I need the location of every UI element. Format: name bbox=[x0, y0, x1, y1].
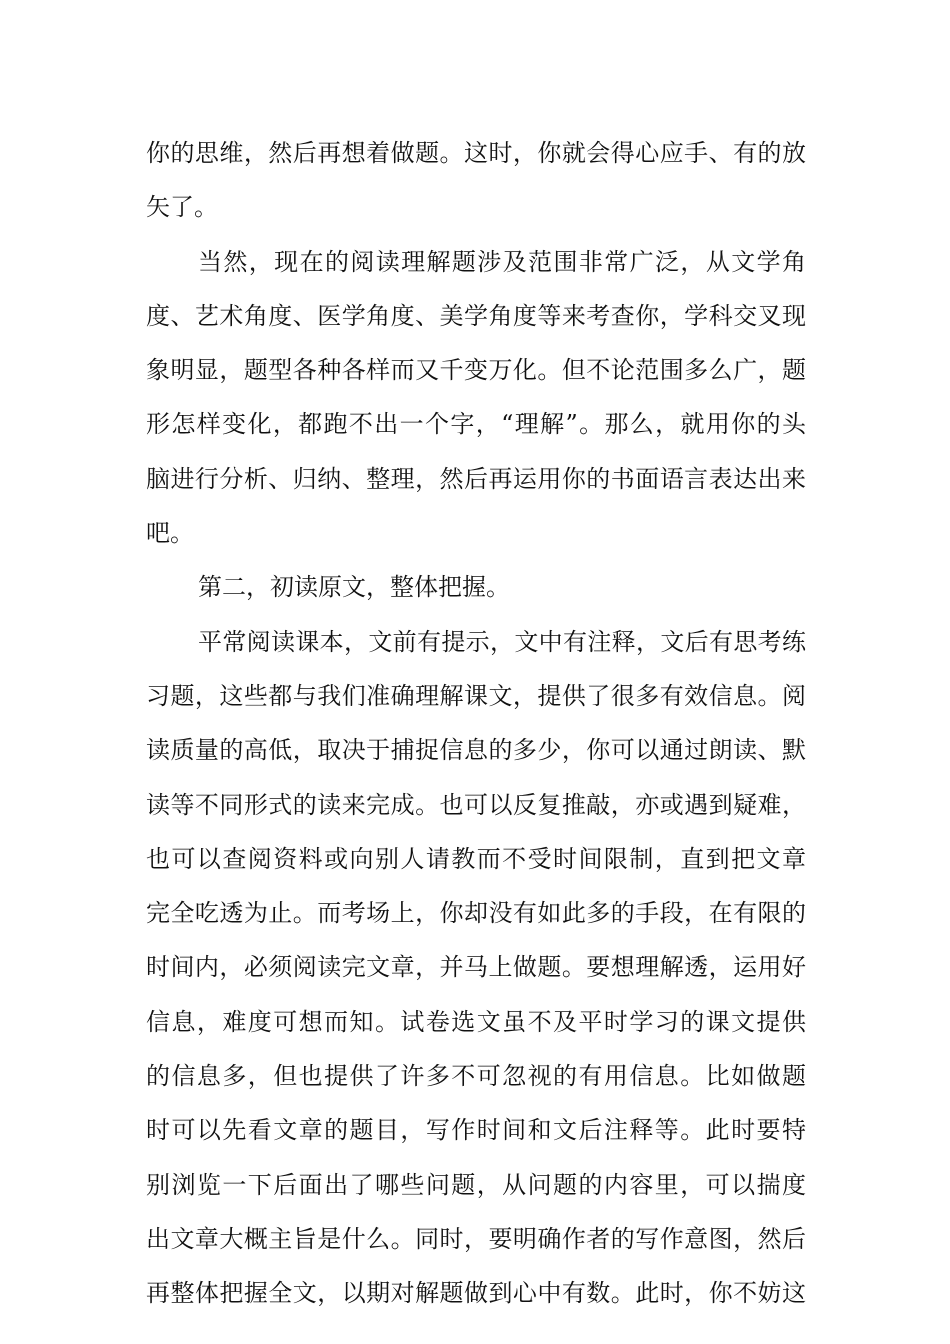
text-line-3: 当然，现在的阅读理解题涉及范围非常广泛，从文学角 bbox=[198, 247, 806, 276]
text-line-21: 出文章大概主旨是什么。同时，要明确作者的写作意图，然后 bbox=[146, 1224, 806, 1253]
text-line-1: 你的思维，然后再想着做题。这时，你就会得心应手、有的放 bbox=[146, 139, 806, 167]
text-line-4: 度、艺术角度、医学角度、美学角度等来考查你，学科交叉现 bbox=[146, 301, 806, 330]
text-line-8: 吧。 bbox=[146, 519, 194, 548]
text-line-10: 平常阅读课本，文前有提示，文中有注释，文后有思考练 bbox=[198, 627, 806, 656]
text-line-7: 脑进行分析、归纳、整理，然后再运用你的书面语言表达出来 bbox=[146, 464, 806, 493]
text-line-2: 矢了。 bbox=[146, 193, 218, 222]
text-line-11: 习题，这些都与我们准确理解课文，提供了很多有效信息。阅 bbox=[146, 681, 806, 710]
document-body bbox=[146, 126, 806, 1321]
text-line-15: 完全吃透为止。而考场上，你却没有如此多的手段，在有限的 bbox=[146, 899, 806, 928]
text-line-13: 读等不同形式的读来完成。也可以反复推敲，亦或遇到疑难， bbox=[146, 790, 806, 819]
section-heading: 第二，初读原文，整体把握。 bbox=[198, 573, 510, 602]
text-line-22: 再整体把握全文，以期对解题做到心中有数。此时，你不妨这 bbox=[146, 1279, 806, 1308]
text-line-14: 也可以查阅资料或向别人请教而不受时间限制，直到把文章 bbox=[146, 844, 806, 873]
text-line-20: 别浏览一下后面出了哪些问题，从问题的内容里，可以揣度 bbox=[146, 1170, 806, 1199]
text-line-12: 读质量的高低，取决于捕捉信息的多少，你可以通过朗读、默 bbox=[146, 736, 806, 765]
text-line-17: 信息，难度可想而知。试卷选文虽不及平时学习的课文提供 bbox=[146, 1007, 806, 1036]
text-line-18: 的信息多，但也提供了许多不可忽视的有用信息。比如做题 bbox=[146, 1062, 806, 1091]
text-line-16: 时间内，必须阅读完文章，并马上做题。要想理解透，运用好 bbox=[146, 953, 806, 982]
text-line-6: 形怎样变化，都跑不出一个字，“理解”。那么，就用你的头 bbox=[146, 410, 806, 439]
text-line-19: 时可以先看文章的题目，写作时间和文后注释等。此时要特 bbox=[146, 1116, 806, 1145]
text-line-5: 象明显，题型各种各样而又千变万化。但不论范围多么广，题 bbox=[146, 356, 806, 385]
